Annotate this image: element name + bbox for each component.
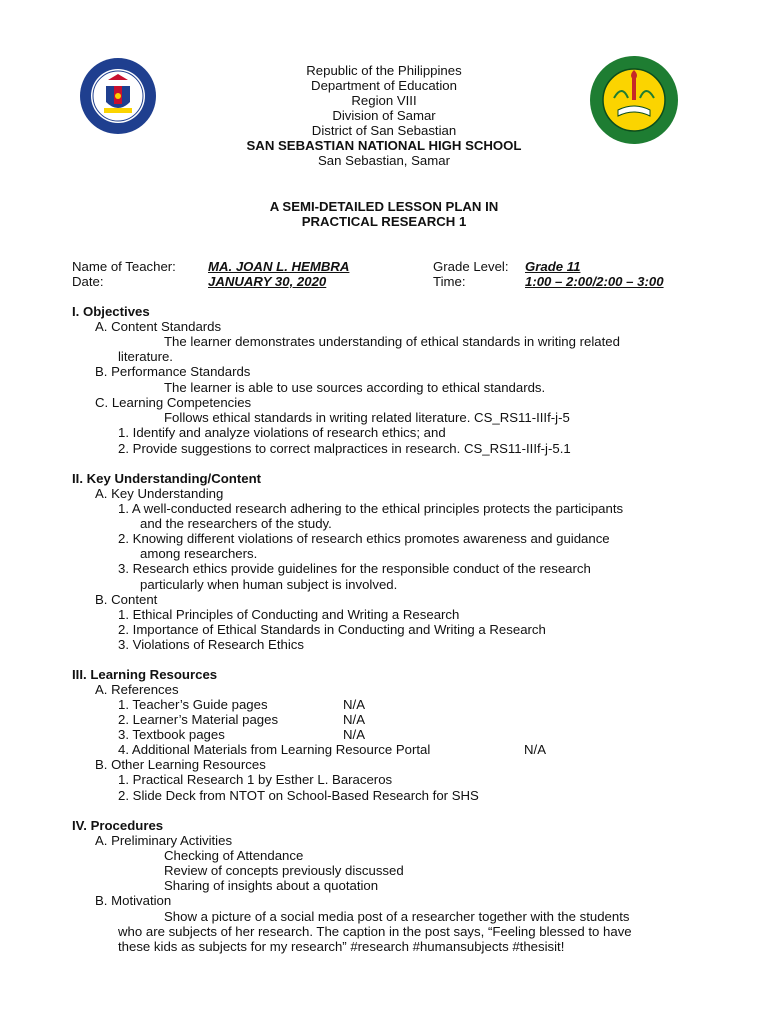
time-value: 1:00 – 2:00/2:00 – 3:00	[525, 274, 664, 289]
key-understanding-heading: II. Key Understanding/Content	[72, 471, 262, 486]
key-item-3: 3. Research ethics provide guidelines for the responsible conduct of the research	[118, 561, 591, 576]
grade-label: Grade Level:	[433, 259, 509, 274]
date-label: Date:	[72, 274, 104, 289]
reference-item-3: 3. Textbook pages	[118, 727, 225, 742]
performance-standards-text: The learner is able to use sources according to ethical standards.	[164, 380, 546, 395]
teacher-label: Name of Teacher:	[72, 259, 176, 274]
key-item-1-cont: and the researchers of the study.	[140, 516, 332, 531]
competency-item-1: 1. Identify and analyze violations of research ethics; and	[118, 425, 446, 440]
header-address: San Sebastian, Samar	[318, 153, 450, 168]
time-label: Time:	[433, 274, 466, 289]
content-item-1: 1. Ethical Principles of Conducting and Writing a Research	[118, 607, 460, 622]
header-division: Division of Samar	[332, 108, 436, 123]
header-district: District of San Sebastian	[311, 123, 457, 138]
motivation-text-3: these kids as subjects for my research” #research #humansubjects #thesisit!	[118, 939, 565, 954]
learning-resources-heading: III. Learning Resources	[72, 667, 218, 682]
reference-item-3-value: N/A	[343, 727, 365, 742]
other-resource-item-2: 2. Slide Deck from NTOT on School-Based Research for SHS	[118, 788, 479, 803]
key-item-3-cont: particularly when human subject is involved.	[140, 577, 398, 592]
preliminary-item-2: Review of concepts previously discussed	[164, 863, 404, 878]
motivation-text-2: who are subjects of her research. The caption in the post says, “Feeling blessed to have	[118, 924, 632, 939]
content-label: B. Content	[95, 592, 158, 607]
reference-item-4: 4. Additional Materials from Learning Resource Portal	[118, 742, 431, 757]
content-standards-text-cont: literature.	[118, 349, 173, 364]
preliminary-item-1: Checking of Attendance	[164, 848, 304, 863]
reference-item-2: 2. Learner’s Material pages	[118, 712, 279, 727]
preliminary-activities-label: A. Preliminary Activities	[95, 833, 233, 848]
other-resources-label: B. Other Learning Resources	[95, 757, 266, 772]
key-item-2: 2. Knowing different violations of research ethics promotes awareness and guidance	[118, 531, 610, 546]
reference-item-2-value: N/A	[343, 712, 365, 727]
other-resource-item-1: 1. Practical Research 1 by Esther L. Baraceros	[118, 772, 393, 787]
reference-item-1: 1. Teacher’s Guide pages	[118, 697, 268, 712]
learning-competencies-label: C. Learning Competencies	[95, 395, 252, 410]
key-item-1: 1. A well-conducted research adhering to the ethical principles protects the participants	[118, 501, 624, 516]
content-item-2: 2. Importance of Ethical Standards in Conducting and Writing a Research	[118, 622, 546, 637]
performance-standards-label: B. Performance Standards	[95, 364, 251, 379]
header-republic: Republic of the Philippines	[306, 63, 462, 78]
learning-competencies-text: Follows ethical standards in writing related literature. CS_RS11-IIIf-j-5	[164, 410, 570, 425]
objectives-heading: I. Objectives	[72, 304, 150, 319]
title-line-1: A SEMI-DETAILED LESSON PLAN IN	[269, 199, 499, 214]
motivation-text-1: Show a picture of a social media post of a researcher together with the students	[164, 909, 630, 924]
key-item-2-cont: among researchers.	[140, 546, 258, 561]
references-label: A. References	[95, 682, 179, 697]
header-school-name: SAN SEBASTIAN NATIONAL HIGH SCHOOL	[246, 138, 522, 153]
procedures-heading: IV. Procedures	[72, 818, 164, 833]
content-standards-label: A. Content Standards	[95, 319, 222, 334]
competency-item-2: 2. Provide suggestions to correct malpractices in research. CS_RS11-IIIf-j-5.1	[118, 441, 571, 456]
teacher-value: MA. JOAN L. HEMBRA	[208, 259, 350, 274]
content-standards-text: The learner demonstrates understanding of ethical standards in writing related	[164, 334, 620, 349]
header-region: Region VIII	[351, 93, 417, 108]
header-department: Department of Education	[311, 78, 457, 93]
motivation-label: B. Motivation	[95, 893, 172, 908]
preliminary-item-3: Sharing of insights about a quotation	[164, 878, 379, 893]
content-item-3: 3. Violations of Research Ethics	[118, 637, 304, 652]
date-value: JANUARY 30, 2020	[208, 274, 327, 289]
grade-value: Grade 11	[525, 259, 581, 274]
key-understanding-label: A. Key Understanding	[95, 486, 224, 501]
title-line-2: PRACTICAL RESEARCH 1	[301, 214, 467, 229]
reference-item-4-value: N/A	[524, 742, 546, 757]
reference-item-1-value: N/A	[343, 697, 365, 712]
